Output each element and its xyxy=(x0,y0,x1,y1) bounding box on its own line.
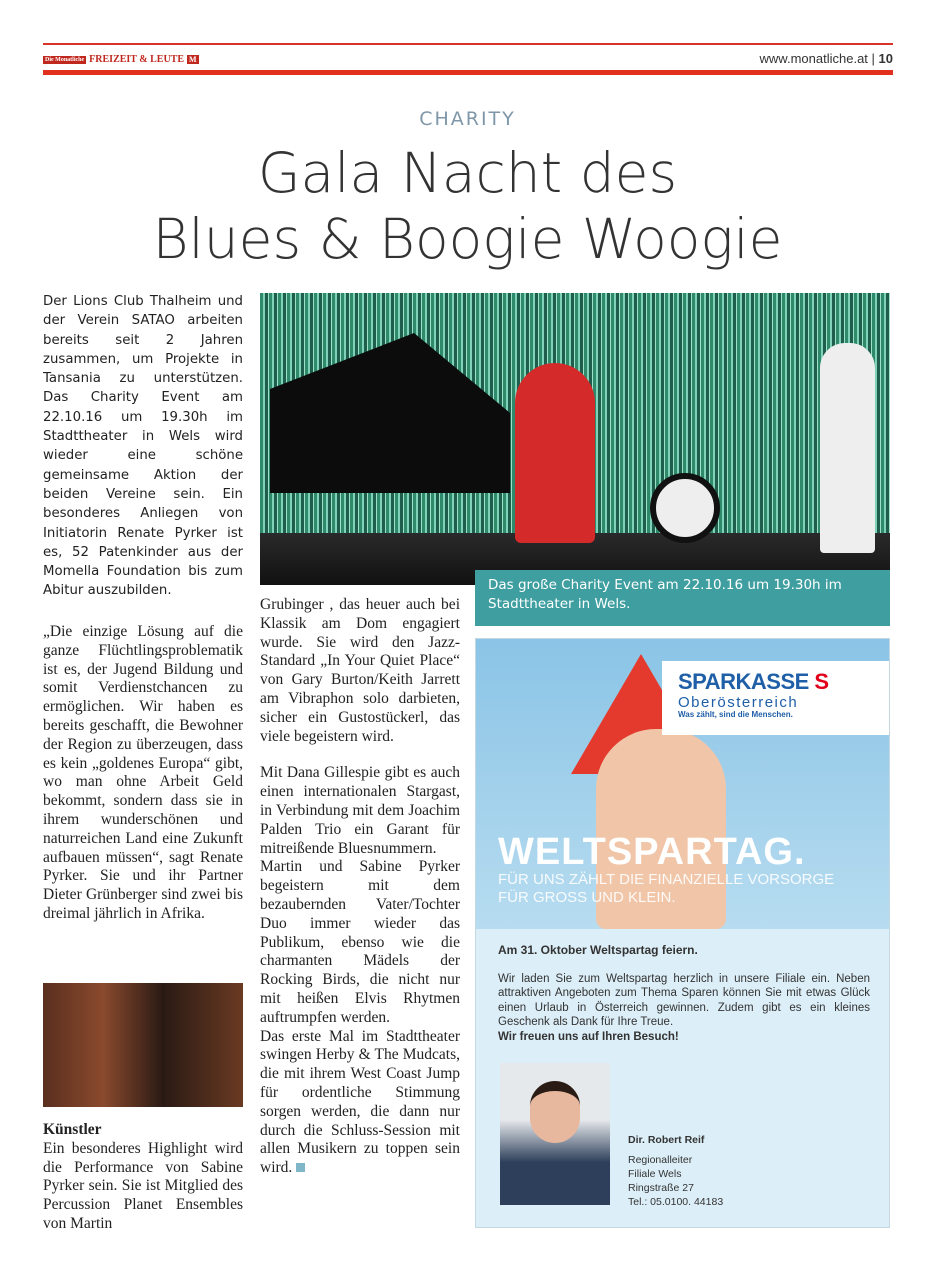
director-portrait xyxy=(500,1063,610,1205)
site-url[interactable]: www.monatliche.at xyxy=(759,51,868,66)
contact-phone: Tel.: 05.0100. 44183 xyxy=(628,1196,724,1208)
artist-text: Ein besonderes Highlight wird die Performance von Sabine Pyrker sein. Sie ist Mitglied des Percussion Planet Ensembles von Martin xyxy=(43,1139,243,1232)
title-line-2: Blues & Boogie Woogie xyxy=(152,207,783,271)
saxophonist xyxy=(820,343,875,553)
paragraph-text: Das erste Mal im Stadttheater swingen Herby & The Mudcats, die mit ihrem West Coast Jump für ordentliche Stimmung sorgen werden, die dann nur durch die Schluss-Session mit allen Musikern zu toppen sein wird. xyxy=(260,1027,460,1177)
article-kicker: CHARITY xyxy=(419,108,516,130)
paragraph: Grubinger , das heuer auch bei Klassik am Dom engagiert wurde. Sie wird den Jazz-Standard „In Your Quiet Place“ von Gary Burton/Keith Jarrett am Vibraphon solo darbieten, sicher ein Gustostückerl, das viele begeistern wird. xyxy=(260,596,460,745)
header-rule-top xyxy=(43,43,893,45)
title-line-1: Gala Nacht des xyxy=(257,141,678,205)
ad-subline xyxy=(498,871,834,907)
ad-title: Am 31. Oktober Weltspartag feiern. xyxy=(498,943,698,957)
article-quote: „Die einzige Lösung auf die ganze Flüchtlingsproblematik ist es, der Jugend Bildung und somit Verdienstchancen zu ermöglichen. Wir haben es bereits geschafft, die Bewohner der Region zu überzeugen, dass es kein „goldenes Europa“ gibt, wo man ohne Arbeit Geld bekommt, sondern dass sie in ihrem wunderschönen und naturreichen Land eine Zukunft aufbauen müssen“, sagt Renate Pyrker. Sie und ihr Partner Dieter Grünberger sind zwei bis dreimal jährlich in Afrika. xyxy=(43,623,243,922)
singer xyxy=(515,363,595,543)
subline-2: FÜR GROSS UND KLEIN. xyxy=(498,889,676,906)
brand-name: SPARKASSE xyxy=(678,669,809,694)
header-rule-bottom xyxy=(43,70,893,75)
ad-image xyxy=(476,639,889,929)
ad-body: Wir laden Sie zum Weltspartag herzlich in unsere Filiale ein. Neben attraktiven Angeboten zum Thema Sparen können Sie mit etwas Glück einen Urlaub in Österreich gewinnen. Zudem gibt es ein kleines Geschenk als Dank für Ihre Treue. xyxy=(498,972,870,1028)
ad-text xyxy=(498,943,870,1044)
contact-branch: Filiale Wels xyxy=(628,1168,682,1180)
page-number: 10 xyxy=(878,51,893,66)
brand-logo: Die Monatliche xyxy=(45,56,85,63)
sparkasse-s-icon: S xyxy=(814,669,829,694)
paragraph xyxy=(260,1028,460,1178)
contact-street: Ringstraße 27 xyxy=(628,1182,694,1194)
brand-m-logo: M xyxy=(189,55,197,64)
site-and-page: www.monatliche.at | 10 xyxy=(759,51,893,66)
article-column-2 xyxy=(260,596,460,1178)
drum-kit xyxy=(650,473,720,543)
sparkasse-advertisement xyxy=(475,638,890,1228)
paragraph: Martin und Sabine Pyrker begeistern mit dem bezaubernden Vater/Tochter Duo immer wieder das Publikum, ebenso wie die charmanten Mädels der Rocking Birds, die nicht nur mit heißen Elvis Rhytmen auftrumpfen werden. xyxy=(260,858,460,1026)
article-title xyxy=(0,140,935,272)
subline-1: FÜR UNS ZÄHLT DIE FINANZIELLE VORSORGE xyxy=(498,871,835,888)
end-mark-icon xyxy=(296,1163,305,1172)
section-header xyxy=(43,54,199,65)
photo-caption-label: Künstler xyxy=(43,1121,102,1138)
grand-piano xyxy=(270,333,510,493)
main-concert-photo xyxy=(260,293,890,585)
contact-name: Dir. Robert Reif xyxy=(628,1134,705,1146)
article-intro: Der Lions Club Thalheim und der Verein SATAO arbeiten bereits seit 2 Jahren zusammen, um Projekte in Tansania zu unterstützen. Das Charity Event am 22.10.16 um 19.30h im Stadttheater in Wels wird wieder eine schöne gemeinsame Aktion der beiden Vereine sein. Ein besonderes Anliegen von Initiatorin Renate Pyrker ist es, 52 Patenkinder aus der Momella Foundation bis zum Abitur auszubilden. xyxy=(43,294,243,599)
contact-role: Regionalleiter xyxy=(628,1154,693,1166)
ad-closing: Wir freuen uns auf Ihren Besuch! xyxy=(498,1030,679,1043)
brand-region: Oberösterreich xyxy=(678,694,799,711)
brand-slogan: Was zählt, sind die Menschen. xyxy=(678,710,793,719)
sparkasse-logo xyxy=(662,661,889,735)
artists-photo xyxy=(43,983,243,1107)
ad-headline: WELTSPARTAG. xyxy=(498,831,806,873)
main-photo-caption: Das große Charity Event am 22.10.16 um 19.30h im Stadttheater in Wels. xyxy=(475,570,890,626)
paragraph: Mit Dana Gillespie gibt es auch einen internationalen Stargast, in Verbindung mit dem Joachim Palden Trio ein Garant für mitreißende Bluesnummern. xyxy=(260,764,460,857)
contact-block xyxy=(628,1133,723,1209)
artist-section xyxy=(43,1121,243,1234)
portrait-face xyxy=(530,1081,580,1143)
section-name: FREIZEIT & LEUTE xyxy=(89,54,185,65)
